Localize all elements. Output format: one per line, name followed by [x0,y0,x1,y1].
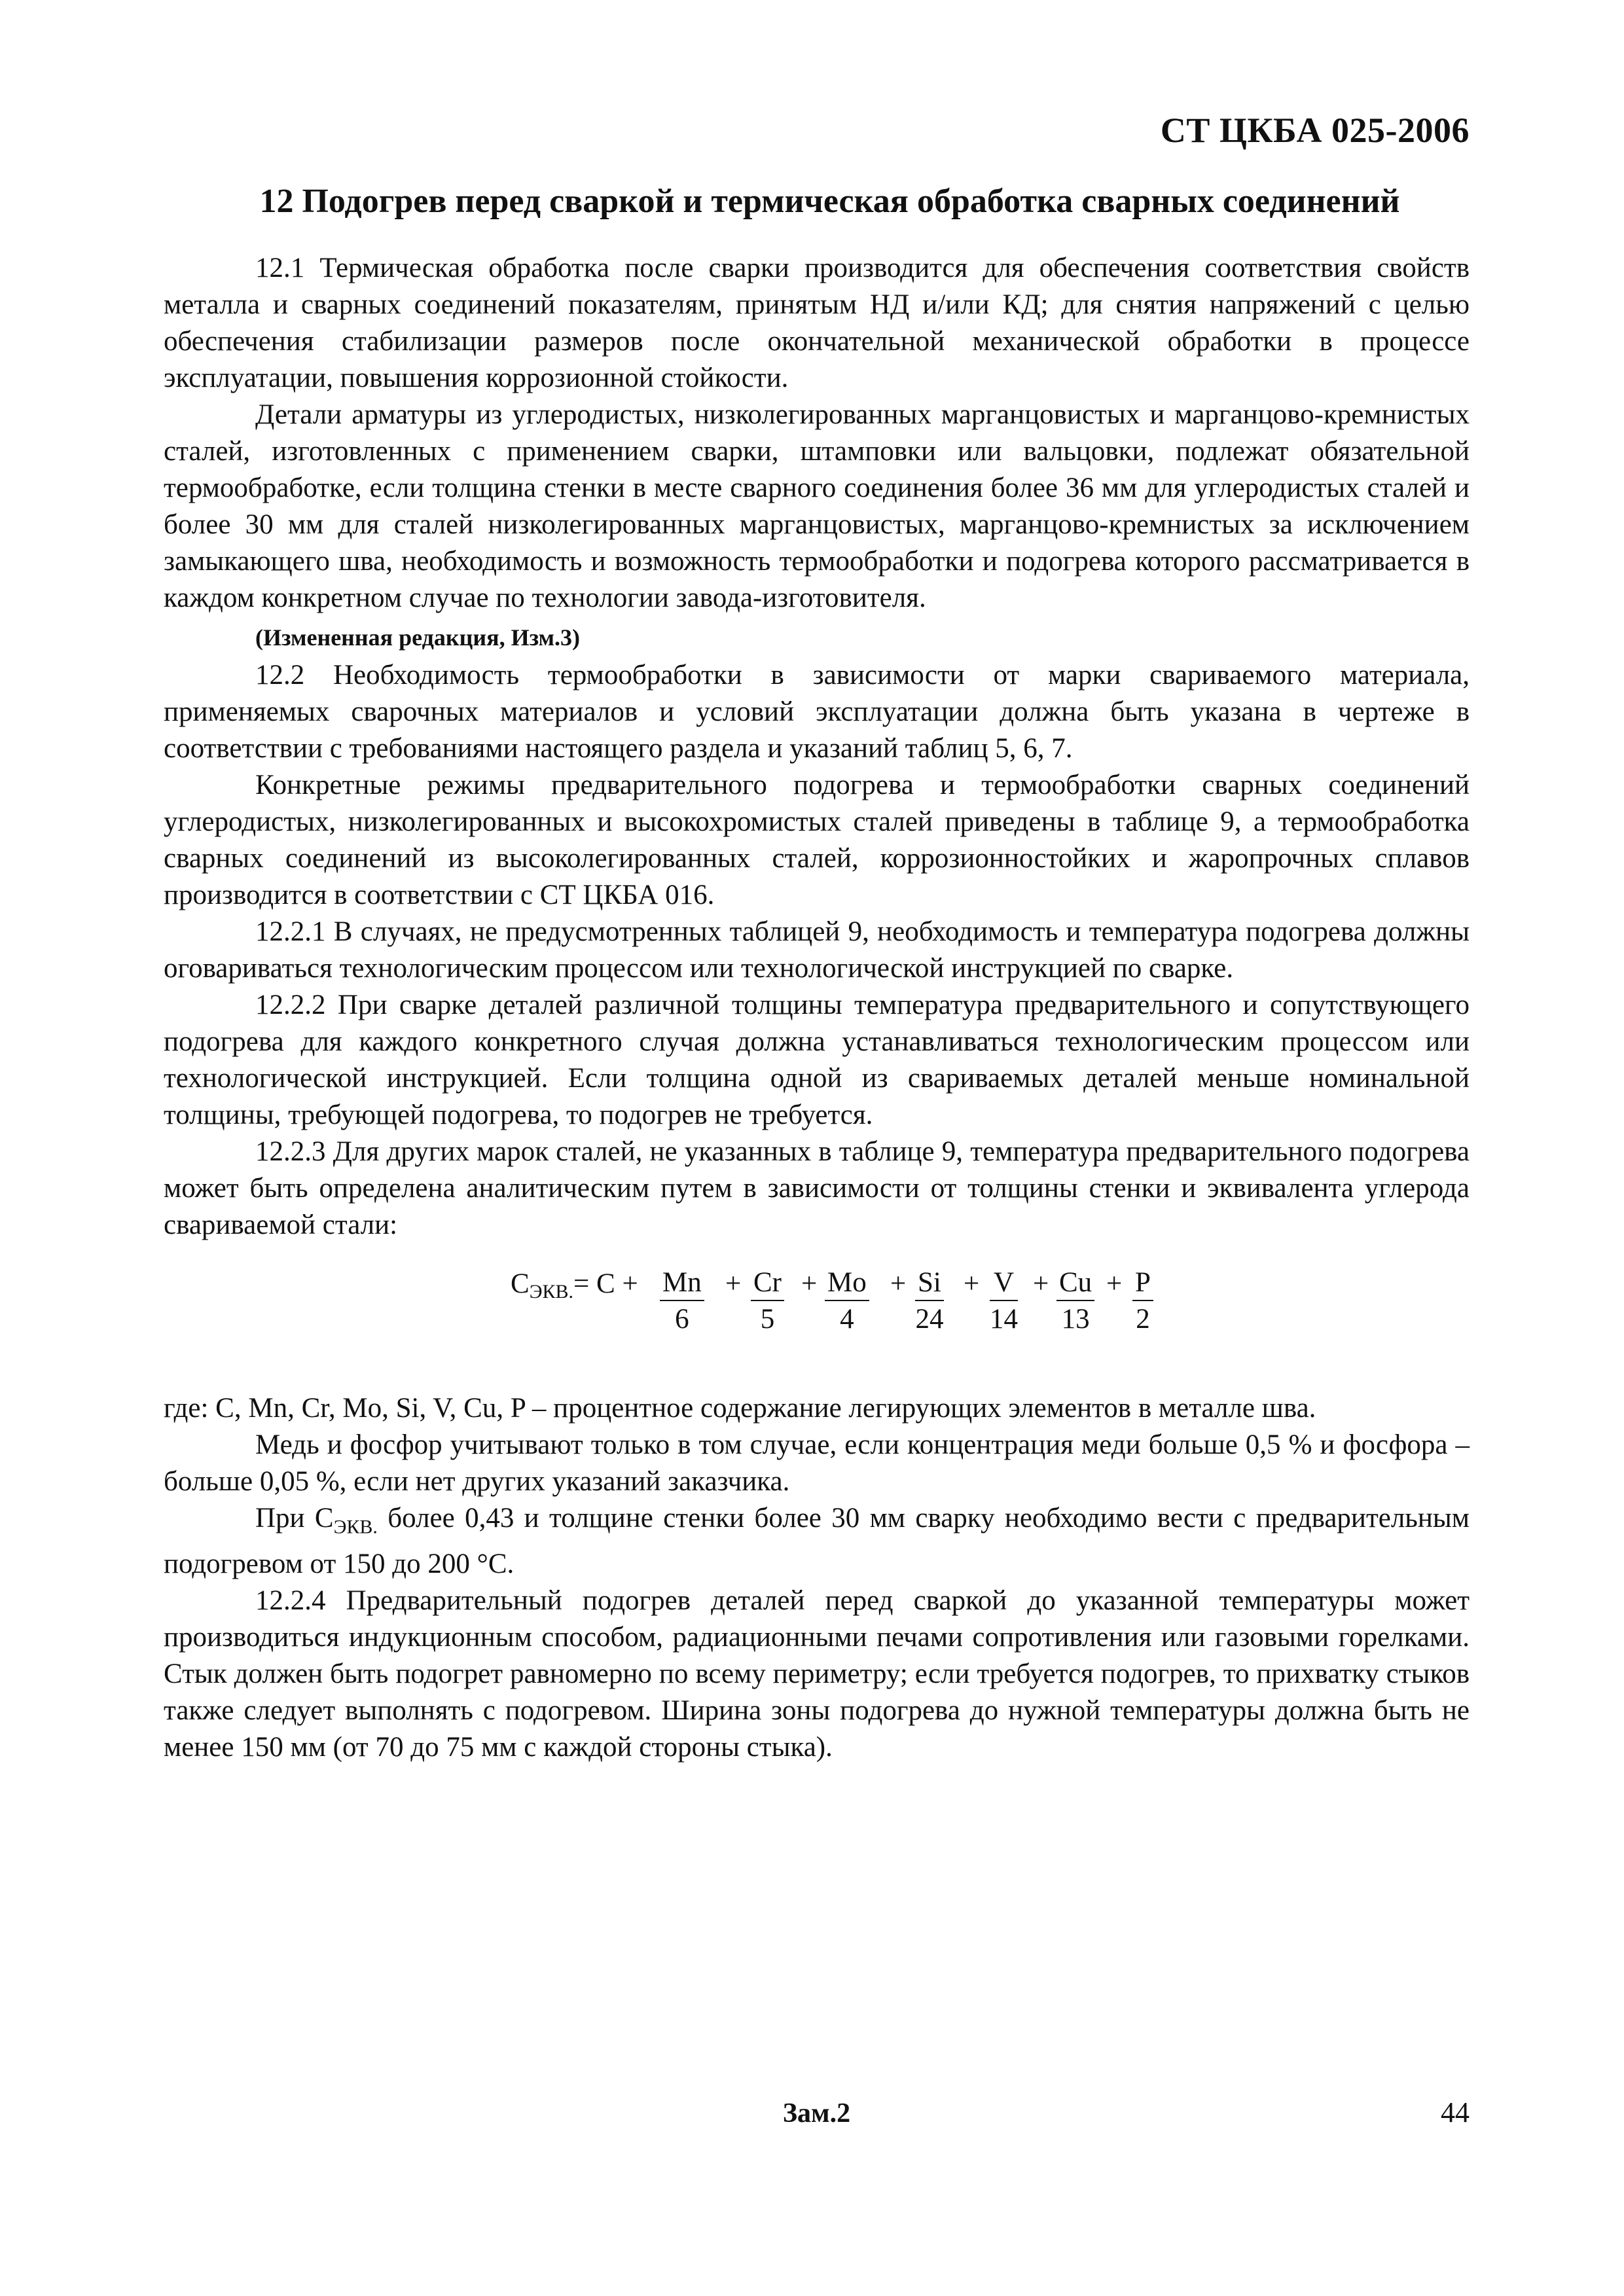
formula-term [1132,1266,1153,1338]
formula-denominator: 2 [1136,1304,1150,1335]
paragraph-12-2-3: 12.2.3 Для других марок сталей, не указанных в таблице 9, температура предварительного подогрева может быть определена аналитическим путем в зависимости от толщины стенки и эквивалента углерода свариваемой стали: [164,1136,1470,1240]
paragraph-12-1: 12.1 Термическая обработка после сварки производится для обеспечения соответствия свойств металла и сварных соединений показателям, принятым НД и/или КД; для снятия напряжений с целью обеспечения стабилизации размеров после окончательной механической обработки в процессе эксплуатации, повышения коррозионной стойкости. [164,253,1470,393]
document-page [164,0,1470,2296]
formula-term [915,1266,944,1338]
formula-plus: + [1033,1268,1049,1299]
formula-numerator: Cr [751,1266,784,1301]
paragraph-12-2-2: 12.2.2 При сварке деталей различной толщины температура предварительного и сопутствующего подогрева для каждого конкретного случая должна устанавливаться технологическим процессом или технологической инструкцией. Если толщина одной из свариваемых деталей меньше номинальной толщины, требующей подогрева, то подогрев не требуется. [164,990,1470,1130]
preheat-rest: более 0,43 и толщине стенки более 30 мм сварку необходимо вести с предварительным подогревом от 150 до 200 °С. [164,1503,1470,1579]
paragraph-preheat-condition [164,1500,1470,1583]
formula-numerator: Cu [1056,1266,1094,1301]
formula-numerator: Mo [825,1266,869,1301]
formula-plus: + [1106,1268,1123,1299]
formula-term [660,1266,704,1338]
document-code: СТ ЦКБА 025-2006 [1160,111,1470,150]
formula-denominator: 24 [915,1304,944,1335]
paragraph-parts-heat-treatment: Детали арматуры из углеродистых, низколегированных марганцовистых и марганцово-кремнистых сталей, изготовленных с применением сварки, штамповки или вальцовки, подлежат обязательной термообработке, если толщина стенки в месте сварного соединения более 36 мм для углеродистых сталей и более 30 мм для сталей низколегированных марганцовистых, марганцово-кремнистых за исключением замыкающего шва, необходимость и возможность термообработки и подогрева которого рассматривается в каждом конкретном случае по технологии завода-изготовителя. [164,399,1470,613]
preheat-subscript: ЭКВ. [333,1516,378,1538]
paragraph-formula-legend: где: C, Mn, Cr, Mo, Si, V, Cu, P – процентное содержание легирующих элементов в металле шва. [164,1393,1316,1424]
document-body [164,250,1470,1766]
formula-term [1056,1266,1094,1338]
paragraph-specific-modes: Конкретные режимы предварительного подогрева и термообработки сварных соединений углеродистых, низколегированных и высокохромистых сталей приведены в таблице 9, а термообработка сварных соединений из высоколегированных сталей, коррозионностойких и жаропрочных сплавов производится в соответствии с СТ ЦКБА 016. [164,770,1470,910]
formula-denominator: 14 [990,1304,1018,1335]
formula-term [990,1266,1018,1338]
formula-lhs [511,1266,638,1310]
paragraph-copper-phosphorus: Медь и фосфор учитывают только в том случае, если концентрация меди больше 0,5 % и фосфора – больше 0,05 %, если нет других указаний заказчика. [164,1429,1470,1497]
section-title: 12 Подогрев перед сваркой и термическая обработка сварных соединений [259,183,1400,220]
formula-denominator: 6 [675,1304,689,1335]
formula-numerator: V [990,1266,1018,1301]
preheat-prefix: При С [255,1503,334,1534]
change-label: Зам.2 [782,2098,851,2128]
formula-numerator: Mn [660,1266,704,1301]
formula-term [825,1266,869,1338]
formula-c-symbol: С [511,1268,530,1299]
paragraph-12-2: 12.2 Необходимость термообработки в зависимости от марки свариваемого материала, применяемых сварочных материалов и условий эксплуатации должна быть указана в чертеже в соответствии с требованиями настоящего раздела и указаний таблиц 5, 6, 7. [164,660,1470,764]
paragraph-12-2-1: 12.2.1 В случаях, не предусмотренных таблицей 9, необходимость и температура подогрева должны оговариваться технологическим процессом или технологической инструкцией по сварке. [164,916,1470,984]
revision-note: (Измененная редакция, Изм.3) [255,624,581,651]
formula-plus: + [801,1268,818,1299]
formula-c-subscript: ЭКВ. [529,1281,574,1302]
formula-term [751,1266,784,1338]
page-number: 44 [1441,2096,1470,2128]
formula-plus: + [725,1268,742,1299]
carbon-equivalent-formula [164,1266,1470,1364]
formula-denominator: 5 [760,1304,775,1335]
formula-numerator: P [1132,1266,1153,1301]
formula-numerator: Si [915,1266,944,1301]
paragraph-12-2-4: 12.2.4 Предварительный подогрев деталей перед сваркой до указанной температуры может производиться индукционным способом, радиационными печами сопротивления или газовыми горелками. Стык должен быть подогрет равномерно по всему периметру; если требуется подогрев, то прихватку стыков также следует выполнять с подогревом. Ширина зоны подогрева до нужной температуры должна быть не менее 150 мм (от 70 до 75 мм с каждой стороны стыка). [164,1585,1470,1763]
formula-denominator: 13 [1061,1304,1090,1335]
formula-equals: = C + [573,1268,638,1299]
formula-plus: + [890,1268,907,1299]
formula-denominator: 4 [840,1304,854,1335]
formula-plus: + [964,1268,980,1299]
